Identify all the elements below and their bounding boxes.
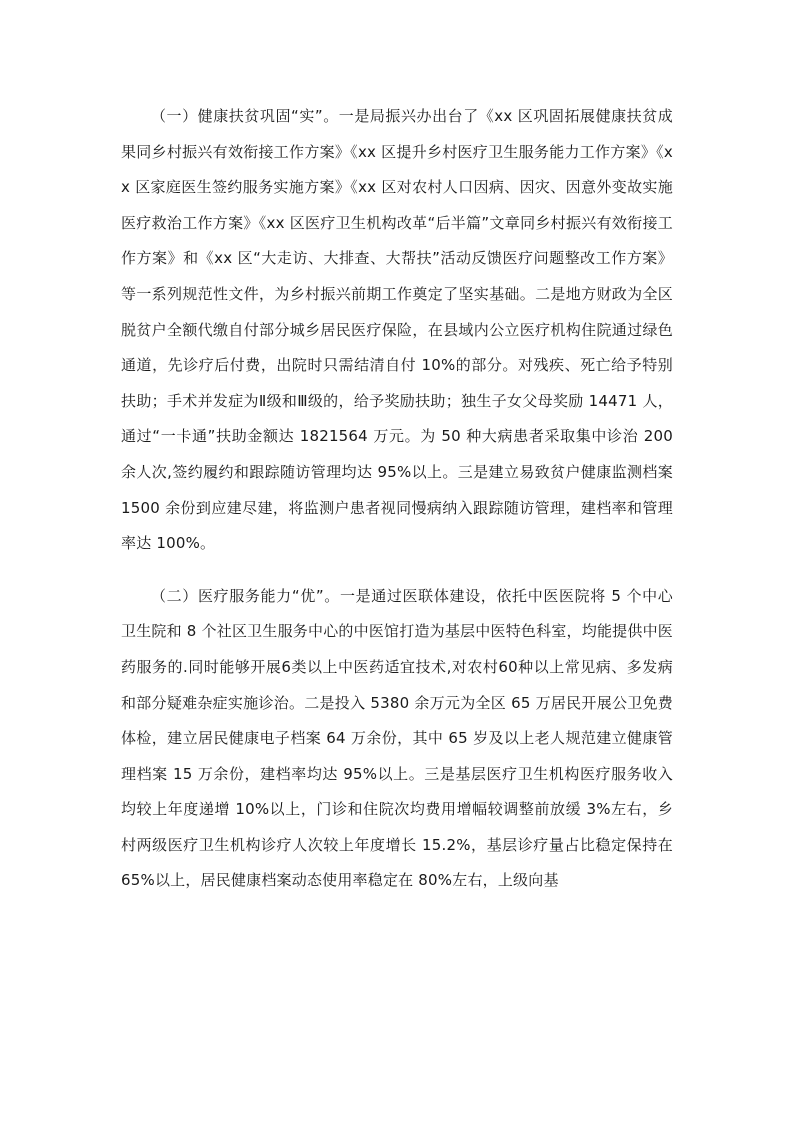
document-body	[121, 99, 673, 899]
paragraph-health-poverty-alleviation: （一）健康扶贫巩固“实”。一是局振兴办出台了《xx 区巩固拓展健康扶贫成果同乡村振兴有效衔接工作方案》《xx 区提升乡村医疗卫生服务能力工作方案》《xx 区家庭医生签约服务实施方案》《xx 区对农村人口因病、因灾、因意外变故实施医疗救治工作方案》《xx 区医疗卫生机构改革“后半篇”文章同乡村振兴有效衔接工作方案》和《xx 区“大走访、大排查、大帮扶”活动反馈医疗问题整改工作方案》等一系列规范性文件，为乡村振兴前期工作奠定了坚实基础。二是地方财政为全区脱贫户全额代缴自付部分城乡居民医疗保险，在县域内公立医疗机构住院通过绿色通道，先诊疗后付费，出院时只需结清自付 10%的部分。对残疾、死亡给予特别扶助；手术并发症为Ⅱ级和Ⅲ级的，给予奖励扶助；独生子女父母奖励 14471 人，通过“一卡通”扶助金额达 1821564 万元。为 50 种大病患者采取集中诊治 200 余人次,签约履约和跟踪随访管理均达 95%以上。三是建立易致贫户健康监测档案 1500 余份到应建尽建，将监测户患者视同慢病纳入跟踪随访管理，建档率和管理率达 100%。	[121, 107, 673, 553]
paragraph-medical-service-capacity: （二）医疗服务能力“优”。一是通过医联体建设，依托中医医院将 5 个中心卫生院和 8 个社区卫生服务中心的中医馆打造为基层中医特色科室，均能提供中医药服务的.同时能够开展6类以上中医药适宜技术,对农村60种以上常见病、多发病和部分疑难杂症实施诊治。二是投入 5380 余万元为全区 65 万居民开展公卫免费体检，建立居民健康电子档案 64 万余份，其中 65 岁及以上老人规范建立健康管理档案 15 万余份，建档率均达 95%以上。三是基层医疗卫生机构医疗服务收入均较上年度递增 10%以上，门诊和住院次均费用增幅较调整前放缓 3%左右，乡村两级医疗卫生机构诊疗人次较上年度增长 15.2%，基层诊疗量占比稳定保持在 65%以上，居民健康档案动态使用率稳定在 80%左右，上级向基	[121, 586, 673, 890]
